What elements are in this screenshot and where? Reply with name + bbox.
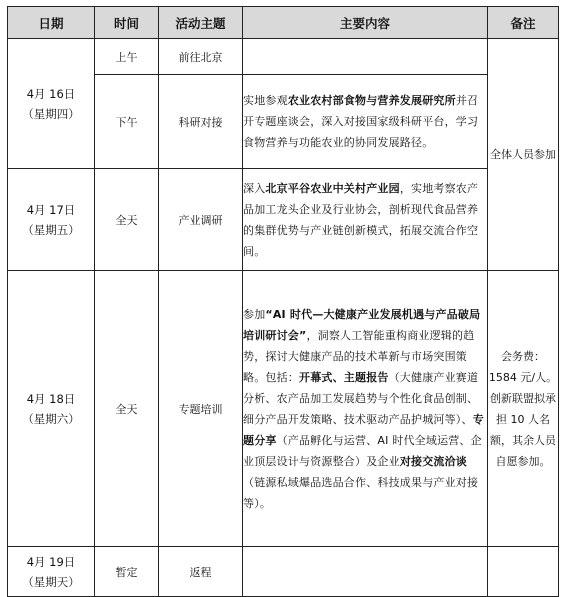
date-line: 4月 19日 [26, 554, 76, 569]
time-cell: 全天 [95, 271, 159, 547]
time-cell: 暂定 [95, 547, 159, 597]
header-content: 主要内容 [243, 7, 488, 39]
date-cell [8, 271, 95, 547]
note-cell: 全体人员参加 [488, 39, 559, 271]
topic-cell: 科研对接 [159, 75, 243, 169]
date-cell [8, 39, 95, 169]
topic-cell: 专题培训 [159, 271, 243, 547]
table-row [8, 271, 559, 547]
table-row [8, 169, 559, 271]
content-cell: 参加“AI 时代—大健康产业发展机遇与产品破局培训研讨会”，洞察人工智能重构商业逻辑的趋势，探讨大健康产品的技术革新与市场突围策略。包括：开幕式、主题报告（大健康产业赛道分析、农产品加工发展趋势与个性化食品创制、细分产品开发策略、技术驱动产品护城河等）、专题分享（产品孵化与运营、AI 时代全域运营、企业顶层设计与资源整合）及企业对接交流洽谈（链源私域爆品选品合作、科技成果与产业对接等）。 [243, 271, 488, 547]
time-cell: 全天 [95, 169, 159, 271]
date-line: 4月 16日 [26, 86, 76, 101]
date-cell [8, 547, 95, 597]
table-row [8, 547, 559, 597]
header-time: 时间 [95, 7, 159, 39]
date-line: 4月 17日 [26, 202, 76, 217]
schedule-table [7, 6, 559, 597]
topic-cell: 返程 [159, 547, 243, 597]
header-date: 日期 [8, 7, 95, 39]
weekday-line: （星期四） [22, 106, 80, 121]
topic-cell: 产业调研 [159, 169, 243, 271]
weekday-line: （星期天） [22, 574, 80, 589]
content-cell: 深入北京平谷农业中关村产业园，实地考察农产品加工龙头企业及行业协会，剖析现代食品营养的集群优势与产业链创新模式，拓展交流合作空间。 [243, 169, 488, 271]
header-row [8, 7, 559, 39]
time-cell: 下午 [95, 75, 159, 169]
topic-cell: 前往北京 [159, 39, 243, 75]
date-line: 4月 18日 [26, 391, 76, 406]
header-note: 备注 [488, 7, 559, 39]
table-row [8, 39, 559, 75]
time-cell: 上午 [95, 39, 159, 75]
date-cell [8, 169, 95, 271]
note-cell-empty [488, 547, 559, 597]
content-cell: 实地参观农业农村部食物与营养发展研究所并召开专题座谈会，深入对接国家级科研平台，学习食物营养与功能农业的协同发展路径。 [243, 75, 488, 169]
content-cell-empty [243, 547, 488, 597]
header-topic: 活动主题 [159, 7, 243, 39]
note-cell: 会务费：1584 元/人。创新联盟拟承担 10 人名额，其余人员自愿参加。 [488, 271, 559, 547]
weekday-line: （星期五） [22, 222, 80, 237]
content-cell-empty [243, 39, 488, 75]
weekday-line: （星期六） [22, 411, 80, 426]
